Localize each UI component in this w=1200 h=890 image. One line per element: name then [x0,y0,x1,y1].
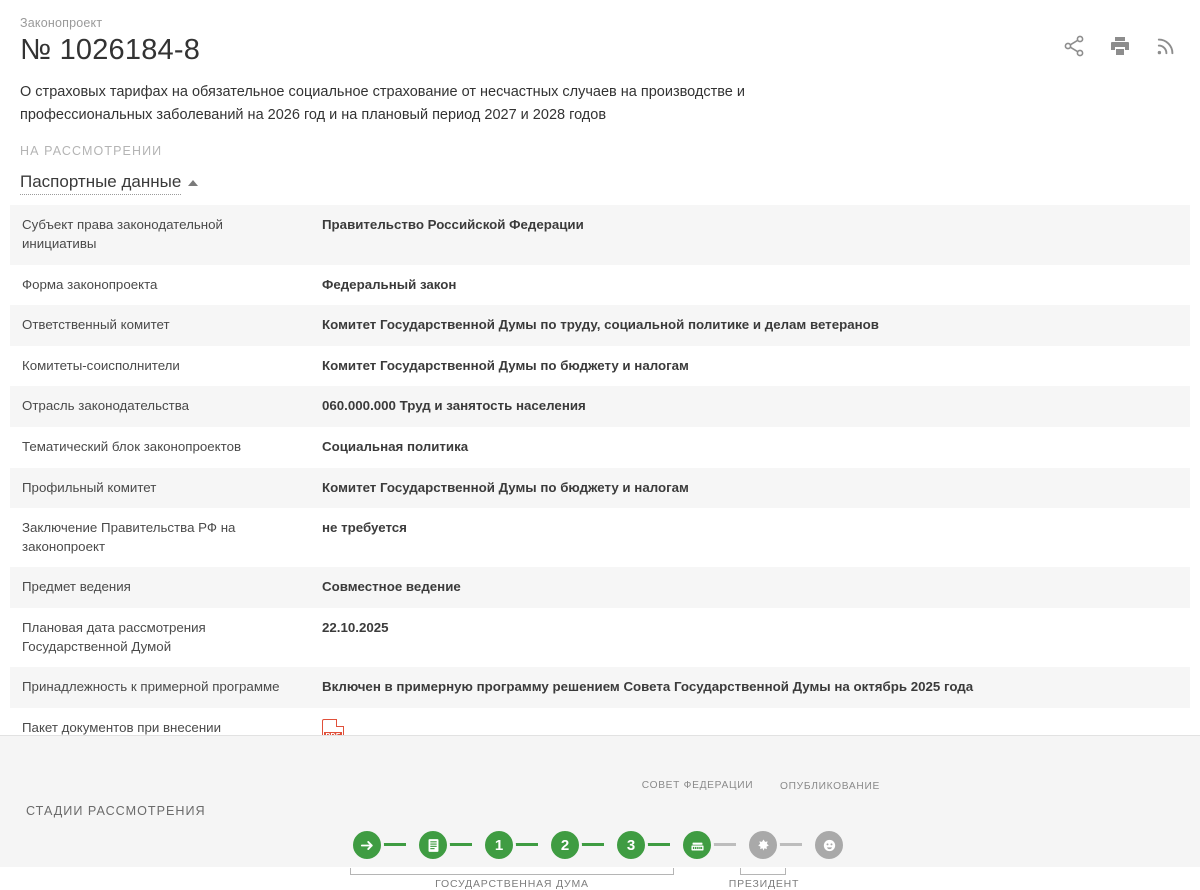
row-value: 22.10.2025 [322,619,389,635]
stage-group-label-president: ПРЕЗИДЕНТ [728,878,800,890]
stage-group-label-federation-council: СОВЕТ ФЕДЕРАЦИИ [641,780,754,791]
stage-reading-2[interactable] [548,828,582,862]
row-value: Федеральный закон [322,276,457,292]
table-row [10,508,1190,567]
stage-group-bracket-duma [350,868,674,875]
row-key: Субъект права законодательной инициативы [22,217,223,251]
stage-number: 1 [494,836,504,854]
table-row [10,567,1190,608]
row-key: Пакет документов при внесении [22,719,222,735]
stages-footer [0,735,1200,890]
header-actions [1062,34,1178,58]
row-key: Принадлежность к примерной программе [22,679,280,695]
stage-published[interactable] [812,828,846,862]
page-header [0,0,1200,158]
row-key: Ответственный комитет [22,317,170,333]
row-value: Правительство Российской Федерации [322,217,584,233]
stage-federation-council[interactable] [680,828,714,862]
status-badge: НА РАССМОТРЕНИИ [20,144,163,159]
table-row [10,667,1190,708]
stage-group-label-publication: ОПУБЛИКОВАНИЕ [780,781,880,792]
stage-group-label-duma: ГОСУДАРСТВЕННАЯ ДУМА [435,878,589,890]
accordion-passport-data[interactable] [20,172,198,195]
share-icon[interactable] [1062,34,1086,58]
table-row [10,346,1190,387]
stage-introduced[interactable] [350,828,384,862]
table-row [10,265,1190,306]
print-icon[interactable] [1108,34,1132,58]
bill-title: О страховых тарифах на обязательное социальное страхование от несчастных случаев на производстве и профессиональных заболеваний на 2026 год и на плановый период 2027 и 2028 годов [20,84,745,123]
row-key: Тематический блок законопроектов [22,438,242,454]
row-value: Комитет Государственной Думы по бюджету и налогам [322,357,689,373]
row-key: Форма законопроекта [22,276,158,292]
rss-icon[interactable] [1154,34,1178,58]
row-value: Совместное ведение [322,579,461,595]
row-key: Комитеты-соисполнители [22,357,180,373]
table-row [10,427,1190,468]
row-key: Заключение Правительства РФ на законопроект [22,520,236,554]
stage-registration[interactable] [416,828,450,862]
stage-president[interactable] [746,828,780,862]
stage-reading-3[interactable] [614,828,648,862]
stage-reading-1[interactable] [482,828,516,862]
stage-number: 3 [626,836,636,854]
accordion-label: Паспортные данные [20,172,181,195]
kicker: Законопроект [20,16,103,30]
table-row [10,608,1190,667]
row-key: Плановая дата рассмотрения Государственной Думой [22,619,206,654]
row-value: 060.000.000 Труд и занятость населения [322,398,586,414]
stages-track [340,756,880,890]
row-value: Комитет Государственной Думы по бюджету и налогам [322,479,689,495]
stage-group-bracket-president [740,868,786,875]
row-value: Социальная политика [322,438,469,454]
table-row [10,386,1190,427]
stage-number: 2 [560,836,570,854]
stages-label: СТАДИИ РАССМОТРЕНИЯ [26,804,206,818]
page-title: № 1026184-8 [20,34,201,66]
row-key: Предмет ведения [22,579,131,595]
passport-table-body [10,205,1190,761]
row-key: Отрасль законодательства [22,398,190,414]
passport-table [10,205,1190,761]
table-row [10,305,1190,346]
caret-up-icon [188,180,198,186]
table-row [10,468,1190,509]
row-key: Профильный комитет [22,479,157,495]
row-value: не требуется [322,520,407,536]
row-value: Комитет Государственной Думы по труду, социальной политике и делам ветеранов [322,317,879,333]
table-row [10,205,1190,264]
row-value: Включен в примерную программу решением Совета Государственной Думы на октябрь 2025 года [322,679,974,695]
